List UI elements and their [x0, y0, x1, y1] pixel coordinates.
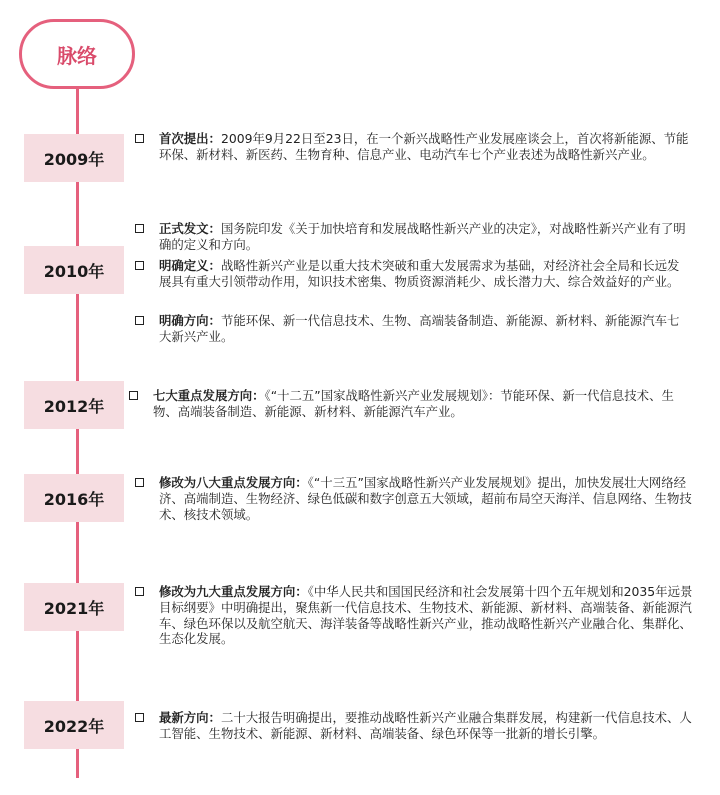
year-label-2009: 2009年: [24, 134, 124, 182]
entry-heading: 修改为八大重点发展方向：: [159, 475, 308, 490]
entry-heading: 最新方向：: [159, 710, 221, 725]
entry-heading: 七大重点发展方向：: [153, 388, 265, 403]
square-bullet-icon: [135, 316, 144, 325]
entry-heading: 明确方向：: [159, 313, 221, 328]
entry-heading: 正式发文：: [159, 221, 221, 236]
square-bullet-icon: [129, 391, 138, 400]
timeline-entry: [135, 710, 695, 742]
timeline-entry: [135, 475, 695, 522]
timeline-entry: [135, 221, 690, 253]
square-bullet-icon: [135, 587, 144, 596]
entry-heading: 明确定义：: [159, 258, 221, 273]
entry-body: 2009年9月22日至23日，在一个新兴战略性产业发展座谈会上，首次将新能源、节能环保、新材料、新医药、生物育种、信息产业、电动汽车七个产业表述为战略性新兴产业。: [159, 131, 689, 162]
square-bullet-icon: [135, 478, 144, 487]
entry-body: 《“十三五”国家战略性新兴产业发展规划》提出，加快发展壮大网络经济、高端制造、生物经济、绿色低碳和数字创意五大领域，超前布局空天海洋、信息网络、生物技术、核技术领域。: [159, 475, 692, 522]
entry-body: 《中华人民共和国国民经济和社会发展第十四个五年规划和2035年远景目标纲要》中明确提出，聚焦新一代信息技术、生物技术、新能源、新材料、高端装备、新能源汽车、绿色环保以及航空航天、海洋装备等战略性新兴产业，推动战略性新兴产业融合化、集群化、生态化发展。: [159, 584, 693, 647]
page-title: 脉络: [57, 43, 97, 68]
timeline-line: [76, 80, 79, 778]
entry-body: 战略性新兴产业是以重大技术突破和重大发展需求为基础，对经济社会全局和长远发展具有重大引领带动作用，知识技术密集、物质资源消耗少、成长潜力大、综合效益好的产业。: [159, 258, 680, 289]
entry-heading: 首次提出：: [159, 131, 221, 146]
year-label-2016: 2016年: [24, 474, 124, 522]
timeline-entry: [135, 131, 690, 163]
year-label-2010: 2010年: [24, 246, 124, 294]
year-label-2022: 2022年: [24, 701, 124, 749]
entry-body: 节能环保、新一代信息技术、生物、高端装备制造、新能源、新材料、新能源汽车七大新兴产业。: [159, 313, 680, 344]
timeline-entry: [135, 313, 690, 345]
timeline-entry: [135, 584, 695, 647]
square-bullet-icon: [135, 224, 144, 233]
title-badge: [19, 19, 135, 89]
entry-body: 二十大报告明确提出，要推动战略性新兴产业融合集群发展，构建新一代信息技术、人工智能、生物技术、新能源、新材料、高端装备、绿色环保等一批新的增长引擎。: [159, 710, 692, 741]
square-bullet-icon: [135, 134, 144, 143]
square-bullet-icon: [135, 261, 144, 270]
timeline-entry: [135, 258, 690, 290]
timeline-entry: [129, 388, 690, 420]
year-label-2012: 2012年: [24, 381, 124, 429]
year-label-2021: 2021年: [24, 583, 124, 631]
square-bullet-icon: [135, 713, 144, 722]
entry-body: 国务院印发《关于加快培育和发展战略性新兴产业的决定》，对战略性新兴产业有了明确的定义和方向。: [159, 221, 686, 252]
entry-body: 《“十二五”国家战略性新兴产业发展规划》：节能环保、新一代信息技术、生物、高端装备制造、新能源、新材料、新能源汽车产业。: [153, 388, 674, 419]
entry-heading: 修改为九大重点发展方向：: [159, 584, 308, 599]
